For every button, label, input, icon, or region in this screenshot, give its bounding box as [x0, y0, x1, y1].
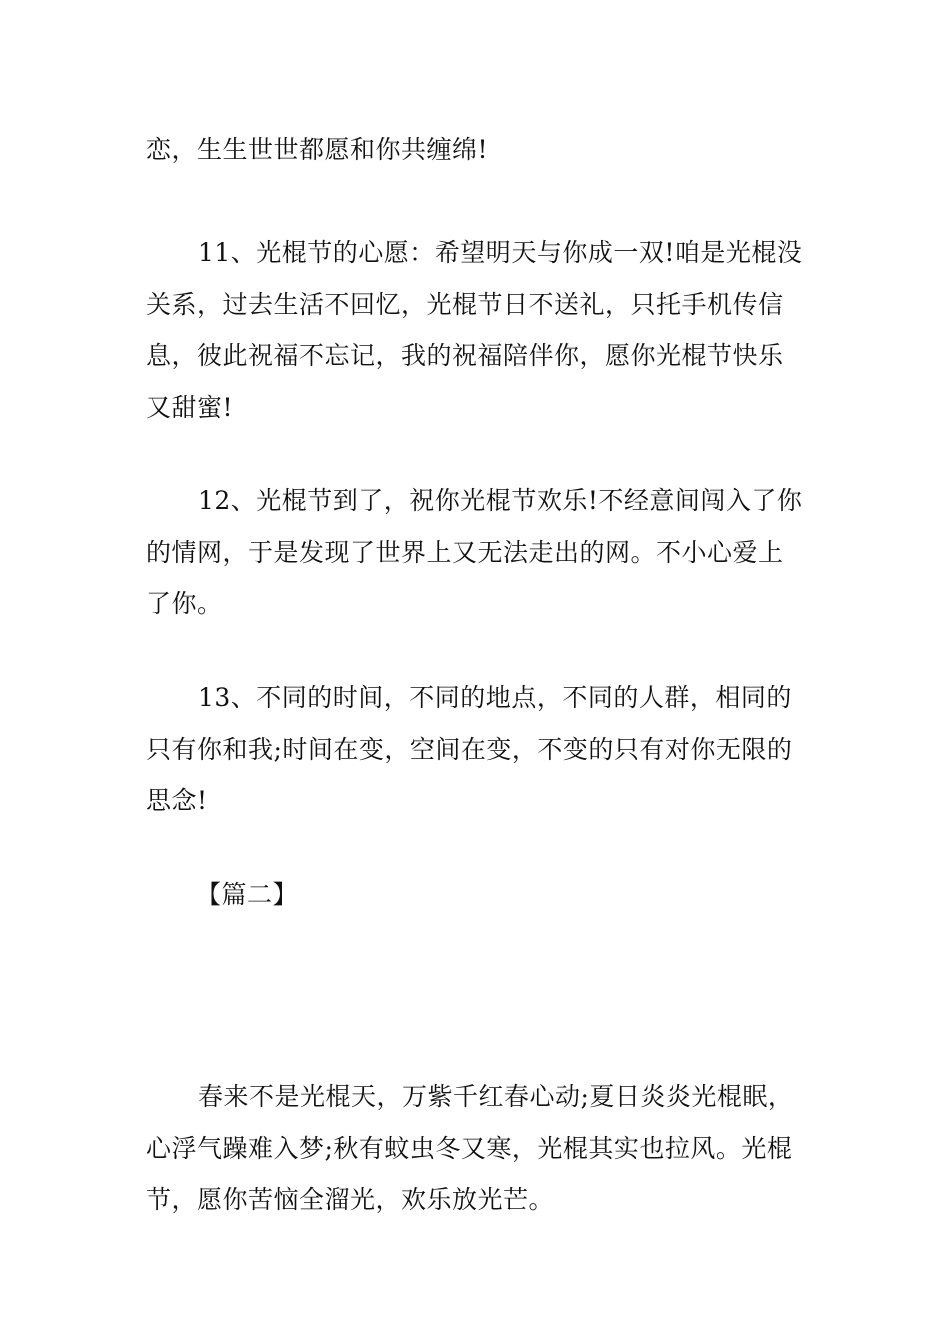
paragraph-item-11: 11、光棍节的心愿：希望明天与你成一双!咱是光棍没关系，过去生活不回忆，光棍节日不送礼，只托手机传信息，彼此祝福不忘记，我的祝福陪伴你，愿你光棍节快乐又甜蜜!: [146, 238, 803, 422]
paragraph-continuation: 恋，生生世世都愿和你共缠绵!: [146, 135, 489, 164]
paragraph-spring: 春来不是光棍天，万紫千红春心动;夏日炎炎光棍眠，心浮气躁难入梦;秋有蚊虫冬又寒，光棍其实也拉风。光棍节，愿你苦恼全溜光，欢乐放光芒。: [146, 1082, 794, 1214]
paragraph-item-13: 13、不同的时间，不同的地点，不同的人群，相同的只有你和我;时间在变，空间在变，不变的只有对你无限的思念!: [146, 683, 793, 815]
section-heading: 【篇二】: [196, 880, 299, 909]
paragraph-item-12: 12、光棍节到了，祝你光棍节欢乐!不经意间闯入了你的情网，于是发现了世界上又无法走出的网。不小心爱上了你。: [146, 486, 803, 618]
